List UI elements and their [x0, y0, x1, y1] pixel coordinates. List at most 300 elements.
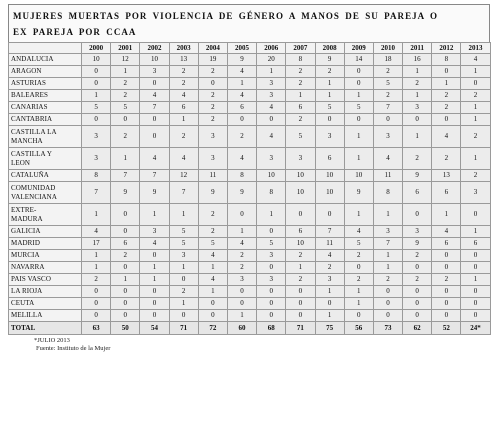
table-cell: 12: [111, 54, 140, 66]
total-cell: 62: [403, 322, 432, 335]
region-name-line: PAIS VASCO: [11, 275, 51, 284]
table-cell: 4: [169, 90, 198, 102]
table-cell: 4: [140, 148, 169, 170]
table-cell: 10: [286, 182, 315, 204]
table-cell: 20: [257, 54, 286, 66]
table-cell: 4: [227, 238, 256, 250]
header-year: 2003: [169, 43, 198, 54]
region-name-line: MANCHA: [11, 136, 43, 145]
table-row: [9, 310, 491, 322]
table-row: [9, 148, 491, 170]
table-cell: 0: [432, 66, 461, 78]
table-cell: 0: [257, 286, 286, 298]
source-note: Fuente: Instituto de la Mujer: [36, 345, 111, 352]
region-name-line: CASTILLA LA: [11, 127, 57, 136]
table-cell: 16: [403, 54, 432, 66]
table-row: [9, 102, 491, 114]
region-name: [9, 298, 82, 310]
region-name-line: LA RIOJA: [11, 287, 43, 296]
table-cell: 1: [344, 148, 373, 170]
table-cell: 6: [111, 238, 140, 250]
region-name-line: CASTILLA Y: [11, 149, 52, 158]
region-name: [9, 54, 82, 66]
table-cell: 0: [286, 298, 315, 310]
region-name: [9, 204, 82, 226]
table-cell: 17: [82, 238, 111, 250]
table-cell: 18: [373, 54, 402, 66]
table-cell: 5: [373, 78, 402, 90]
table-cell: 9: [227, 182, 256, 204]
region-name-line: MURCIA: [11, 251, 40, 260]
table-cell: 2: [286, 66, 315, 78]
table-cell: 3: [461, 182, 490, 204]
header-year: 2007: [286, 43, 315, 54]
table-cell: 6: [169, 102, 198, 114]
table-cell: 6: [461, 238, 490, 250]
table-cell: 10: [82, 54, 111, 66]
table-cell: 0: [403, 310, 432, 322]
table-cell: 0: [82, 298, 111, 310]
table-cell: 2: [111, 126, 140, 148]
table-cell: 2: [169, 126, 198, 148]
table-cell: 7: [140, 170, 169, 182]
table-cell: 2: [461, 170, 490, 182]
region-name-line: EXTRE-: [11, 205, 37, 214]
header-row: [9, 43, 491, 54]
table-cell: 0: [140, 78, 169, 90]
table-cell: 3: [198, 148, 227, 170]
table-cell: 1: [344, 126, 373, 148]
table-cell: 2: [432, 148, 461, 170]
table-cell: 4: [257, 102, 286, 114]
table-cell: 0: [344, 262, 373, 274]
table-row: [9, 182, 491, 204]
table-cell: 0: [432, 310, 461, 322]
table-cell: 2: [198, 226, 227, 238]
region-name: [9, 78, 82, 90]
table-cell: 3: [257, 78, 286, 90]
region-name: [9, 250, 82, 262]
table-cell: 6: [286, 226, 315, 238]
table-cell: 1: [461, 66, 490, 78]
region-name-line: VALENCIANA: [11, 192, 57, 201]
table-cell: 2: [373, 274, 402, 286]
total-cell: 75: [315, 322, 344, 335]
table-cell: 2: [286, 250, 315, 262]
table-cell: 10: [286, 170, 315, 182]
table-cell: 1: [373, 262, 402, 274]
table-cell: 9: [111, 182, 140, 204]
table-cell: 9: [140, 182, 169, 204]
table-row: [9, 114, 491, 126]
region-name-line: GALICIA: [11, 227, 41, 236]
table-cell: 10: [315, 170, 344, 182]
table-cell: 3: [257, 274, 286, 286]
table-cell: 4: [198, 274, 227, 286]
table-row: [9, 170, 491, 182]
table-cell: 0: [111, 286, 140, 298]
total-cell: 50: [111, 322, 140, 335]
table-cell: 9: [198, 182, 227, 204]
header-year: 2013: [461, 43, 490, 54]
region-name-line: CEUTA: [11, 299, 35, 308]
table-cell: 5: [315, 102, 344, 114]
table-cell: 2: [344, 250, 373, 262]
table-cell: 5: [257, 238, 286, 250]
table-cell: 2: [198, 102, 227, 114]
table-cell: 5: [344, 102, 373, 114]
table-cell: 0: [111, 310, 140, 322]
table-cell: 2: [198, 90, 227, 102]
table-cell: 5: [111, 102, 140, 114]
table-cell: 0: [140, 298, 169, 310]
table-cell: 2: [286, 78, 315, 90]
table-cell: 0: [257, 262, 286, 274]
table-cell: 6: [432, 238, 461, 250]
table-cell: 2: [403, 78, 432, 90]
table-cell: 14: [344, 54, 373, 66]
table-cell: 1: [111, 148, 140, 170]
table-cell: 2: [461, 126, 490, 148]
region-name-line: ASTURIAS: [11, 79, 47, 88]
table-cell: 1: [286, 262, 315, 274]
region-name: [9, 102, 82, 114]
table-cell: 0: [461, 262, 490, 274]
table-cell: 2: [373, 90, 402, 102]
table-cell: 1: [169, 262, 198, 274]
table-cell: 0: [432, 298, 461, 310]
table-cell: 4: [315, 250, 344, 262]
table-row: [9, 250, 491, 262]
table-cell: 0: [198, 310, 227, 322]
table-cell: 0: [257, 226, 286, 238]
table-row: [9, 238, 491, 250]
table-cell: 0: [227, 286, 256, 298]
table-cell: 1: [286, 90, 315, 102]
total-cell: 60: [227, 322, 256, 335]
footnote-date: *JULIO 2013: [34, 337, 70, 344]
table-row: [9, 226, 491, 238]
region-name: [9, 148, 82, 170]
table-cell: 8: [257, 182, 286, 204]
table-cell: 0: [315, 204, 344, 226]
table-cell: 0: [461, 310, 490, 322]
total-cell: 24*: [461, 322, 490, 335]
table-cell: 3: [257, 250, 286, 262]
table-cell: 3: [315, 274, 344, 286]
statistics-table-figure: [8, 4, 490, 353]
table-cell: 0: [403, 298, 432, 310]
table-cell: 1: [344, 90, 373, 102]
table-cell: 4: [344, 226, 373, 238]
table-cell: 4: [227, 148, 256, 170]
table-cell: 0: [403, 286, 432, 298]
table-cell: 1: [373, 250, 402, 262]
table-cell: 2: [315, 66, 344, 78]
region-name: [9, 262, 82, 274]
table-cell: 3: [403, 102, 432, 114]
header-year: 2002: [140, 43, 169, 54]
table-cell: 5: [286, 126, 315, 148]
table-cell: 0: [403, 204, 432, 226]
table-cell: 1: [461, 102, 490, 114]
table-cell: 0: [373, 310, 402, 322]
region-name-line: ANDALUCIA: [11, 55, 54, 64]
table-cell: 13: [169, 54, 198, 66]
table-cell: 1: [344, 298, 373, 310]
table-cell: 3: [257, 90, 286, 102]
table-cell: 0: [286, 204, 315, 226]
table-cell: 3: [140, 226, 169, 238]
table-cell: 8: [227, 170, 256, 182]
table-cell: 1: [82, 250, 111, 262]
table-cell: 0: [373, 286, 402, 298]
table-cell: 9: [227, 54, 256, 66]
table-row: [9, 126, 491, 148]
table-cell: 2: [169, 286, 198, 298]
table-cell: 2: [344, 274, 373, 286]
table-cell: 10: [315, 182, 344, 204]
table-cell: 4: [140, 238, 169, 250]
header-year: 2010: [373, 43, 402, 54]
table-cell: 2: [111, 78, 140, 90]
region-name-line: CANTABRIA: [11, 115, 53, 124]
table-cell: 7: [169, 182, 198, 204]
table-cell: 5: [169, 238, 198, 250]
table-cell: 8: [432, 54, 461, 66]
table-cell: 7: [111, 170, 140, 182]
table-cell: 2: [432, 274, 461, 286]
table-cell: 3: [403, 226, 432, 238]
region-name: [9, 170, 82, 182]
table-cell: 0: [140, 250, 169, 262]
table-cell: 1: [461, 148, 490, 170]
table-cell: 1: [344, 204, 373, 226]
table-cell: 2: [227, 126, 256, 148]
header-year: 2001: [111, 43, 140, 54]
table-cell: 1: [461, 226, 490, 238]
total-cell: 63: [82, 322, 111, 335]
table-cell: 0: [169, 310, 198, 322]
region-name: [9, 274, 82, 286]
table-cell: 1: [257, 66, 286, 78]
table-cell: 0: [461, 204, 490, 226]
table-cell: 1: [403, 126, 432, 148]
region-name: [9, 226, 82, 238]
table-cell: 11: [373, 170, 402, 182]
table-cell: 0: [140, 126, 169, 148]
table-cell: 5: [344, 238, 373, 250]
table-cell: 3: [257, 148, 286, 170]
table-cell: 2: [198, 66, 227, 78]
table-cell: 7: [140, 102, 169, 114]
table-cell: 9: [403, 170, 432, 182]
region-name: [9, 90, 82, 102]
table-cell: 1: [227, 226, 256, 238]
table-cell: 1: [227, 310, 256, 322]
header-year: 2004: [198, 43, 227, 54]
table-cell: 2: [198, 204, 227, 226]
region-name: [9, 126, 82, 148]
table-row: [9, 66, 491, 78]
table-cell: 0: [432, 262, 461, 274]
table-cell: 2: [403, 250, 432, 262]
table-cell: 0: [461, 286, 490, 298]
table-cell: 4: [227, 66, 256, 78]
table-cell: 1: [257, 204, 286, 226]
table-cell: 4: [432, 226, 461, 238]
table-cell: 0: [286, 286, 315, 298]
table-cell: 10: [344, 170, 373, 182]
table-cell: 1: [169, 114, 198, 126]
table-cell: 0: [257, 114, 286, 126]
table-row: [9, 54, 491, 66]
total-cell: 68: [257, 322, 286, 335]
region-name-line: MADURA: [11, 214, 43, 223]
table-cell: 1: [169, 204, 198, 226]
title-line-1: MUJERES MUERTAS POR VIOLENCIA DE GÉNERO A MANOS DE SU PAREJA O: [13, 11, 439, 21]
table-cell: 2: [169, 78, 198, 90]
table-cell: 5: [198, 238, 227, 250]
table-cell: 0: [344, 114, 373, 126]
table-cell: 0: [257, 310, 286, 322]
region-name-line: BALEARES: [11, 91, 48, 100]
region-name-line: LEON: [11, 158, 31, 167]
region-name-line: MADRID: [11, 239, 40, 248]
table-cell: 4: [257, 126, 286, 148]
table-cell: 10: [286, 238, 315, 250]
table-cell: 2: [111, 90, 140, 102]
table-cell: 2: [286, 274, 315, 286]
header-region: [9, 43, 82, 54]
table-cell: 13: [432, 170, 461, 182]
table-cell: 3: [140, 66, 169, 78]
table-cell: 0: [198, 78, 227, 90]
region-name-line: ARAGON: [11, 67, 42, 76]
table-cell: 0: [432, 250, 461, 262]
total-cell: 56: [344, 322, 373, 335]
data-table: [8, 42, 491, 335]
table-cell: 10: [257, 170, 286, 182]
table-row: [9, 274, 491, 286]
table-cell: 0: [82, 286, 111, 298]
table-cell: 0: [315, 114, 344, 126]
total-cell: 71: [169, 322, 198, 335]
table-cell: 0: [140, 114, 169, 126]
table-cell: 1: [403, 66, 432, 78]
table-cell: 8: [373, 182, 402, 204]
table-cell: 4: [82, 226, 111, 238]
table-cell: 1: [432, 204, 461, 226]
table-cell: 6: [432, 182, 461, 204]
table-cell: 1: [140, 274, 169, 286]
table-cell: 0: [403, 262, 432, 274]
table-cell: 4: [169, 148, 198, 170]
table-cell: 3: [373, 226, 402, 238]
table-row: [9, 298, 491, 310]
region-name-line: NAVARRA: [11, 263, 45, 272]
table-cell: 0: [344, 310, 373, 322]
table-row: [9, 90, 491, 102]
table-cell: 2: [403, 148, 432, 170]
table-cell: 1: [373, 204, 402, 226]
table-cell: 2: [461, 90, 490, 102]
table-cell: 1: [315, 78, 344, 90]
total-cell: 71: [286, 322, 315, 335]
table-cell: 1: [140, 262, 169, 274]
total-cell: 72: [198, 322, 227, 335]
table-cell: 1: [198, 262, 227, 274]
table-cell: 5: [169, 226, 198, 238]
table-cell: 3: [373, 126, 402, 148]
table-cell: 0: [198, 298, 227, 310]
table-cell: 0: [227, 204, 256, 226]
total-label: TOTAL: [9, 322, 82, 335]
table-cell: 7: [373, 238, 402, 250]
header-year: 2005: [227, 43, 256, 54]
total-cell: 54: [140, 322, 169, 335]
region-name: [9, 66, 82, 78]
table-cell: 1: [461, 114, 490, 126]
table-row: [9, 262, 491, 274]
table-cell: 0: [286, 310, 315, 322]
table-cell: 0: [169, 274, 198, 286]
table-cell: 6: [403, 182, 432, 204]
table-cell: 0: [227, 114, 256, 126]
region-name: [9, 286, 82, 298]
total-cell: 52: [432, 322, 461, 335]
table-cell: 1: [432, 78, 461, 90]
table-cell: 0: [461, 78, 490, 90]
table-cell: 4: [373, 148, 402, 170]
table-cell: 1: [82, 204, 111, 226]
table-cell: 0: [111, 226, 140, 238]
table-cell: 3: [227, 274, 256, 286]
table-cell: 2: [198, 114, 227, 126]
table-body: [9, 54, 491, 335]
table-cell: 1: [315, 310, 344, 322]
table-title: [8, 4, 490, 42]
table-cell: 1: [82, 262, 111, 274]
table-cell: 0: [373, 298, 402, 310]
table-cell: 0: [344, 78, 373, 90]
region-name-line: CANARIAS: [11, 103, 48, 112]
region-name-line: MELILLA: [11, 311, 43, 320]
table-cell: 9: [344, 182, 373, 204]
table-cell: 0: [344, 66, 373, 78]
table-cell: 1: [227, 78, 256, 90]
table-cell: 3: [315, 126, 344, 148]
table-cell: 0: [82, 310, 111, 322]
table-cell: 1: [169, 298, 198, 310]
table-cell: 4: [461, 54, 490, 66]
table-cell: 0: [140, 310, 169, 322]
region-name: [9, 238, 82, 250]
table-cell: 1: [461, 274, 490, 286]
table-cell: 0: [111, 114, 140, 126]
table-cell: 4: [432, 126, 461, 148]
table-cell: 11: [198, 170, 227, 182]
table-row: [9, 286, 491, 298]
region-name: [9, 182, 82, 204]
table-cell: 0: [432, 286, 461, 298]
table-cell: 0: [111, 298, 140, 310]
table-cell: 6: [286, 102, 315, 114]
total-row: [9, 322, 491, 335]
header-year: 2006: [257, 43, 286, 54]
table-cell: 2: [227, 262, 256, 274]
table-row: [9, 78, 491, 90]
